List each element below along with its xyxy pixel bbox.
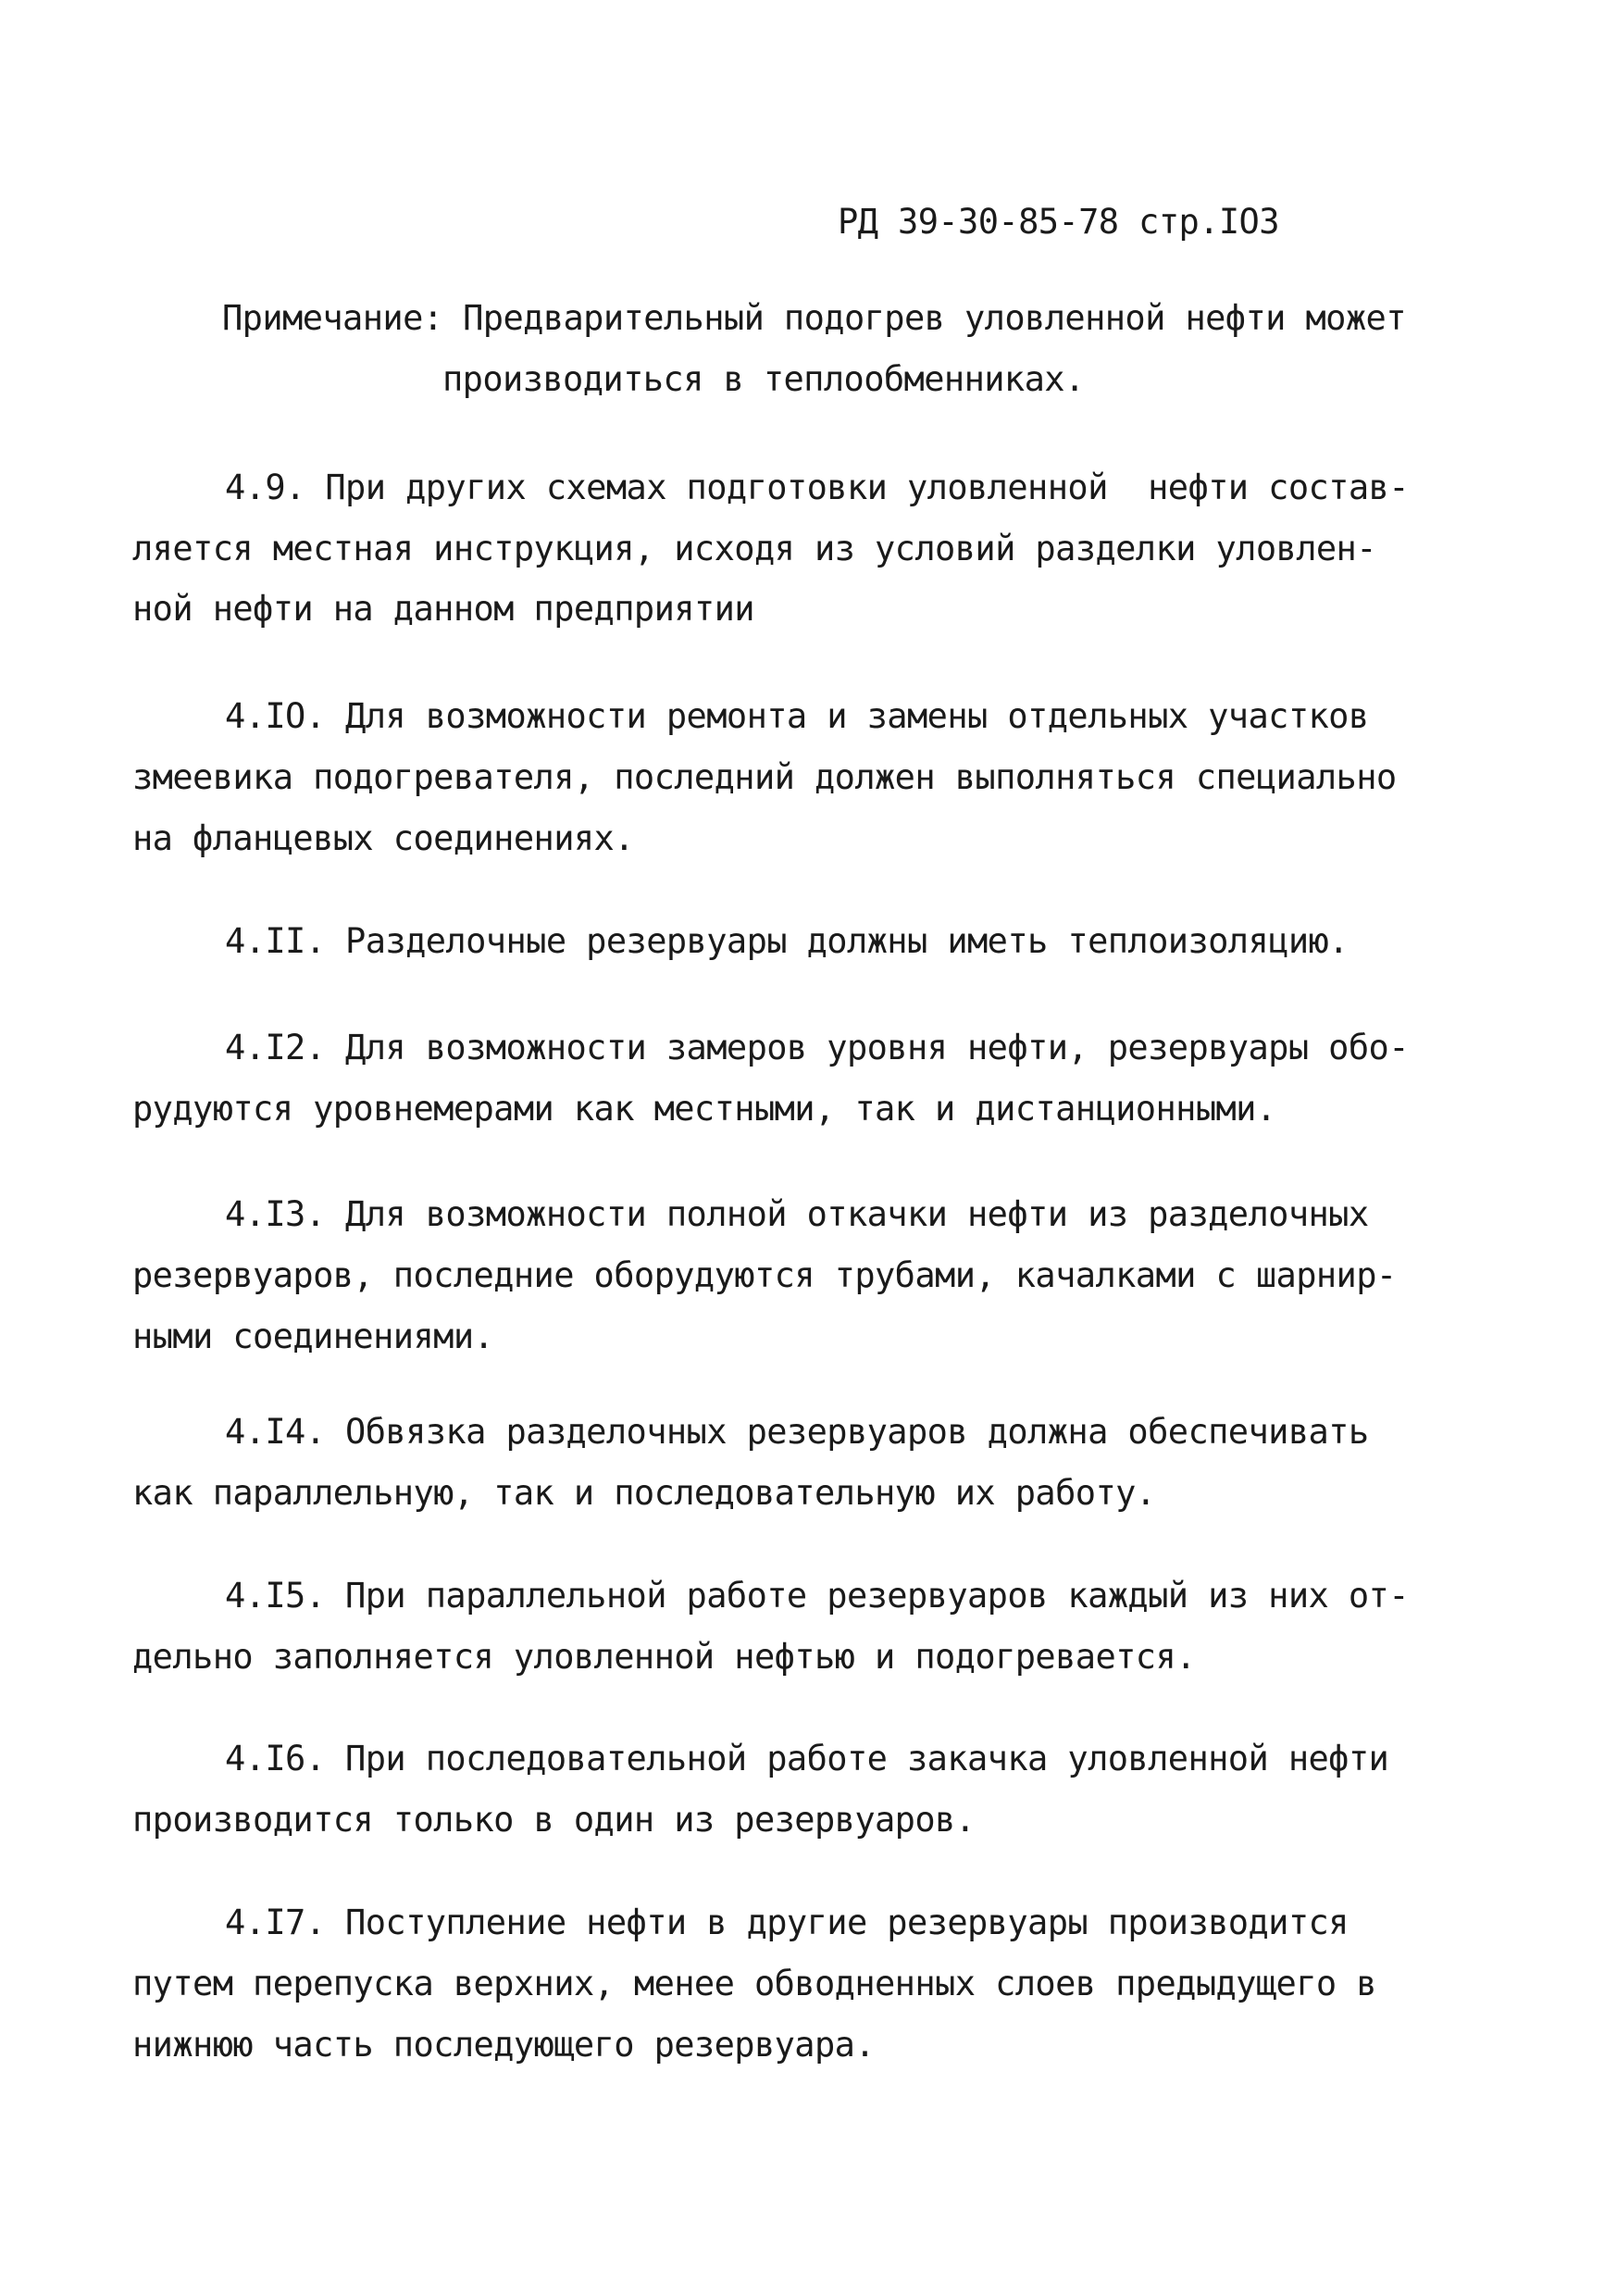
paragraph-4-14-line-2: как параллельную, так и последовательную их работу.: [132, 1473, 1156, 1513]
paragraph-4-12-line-2: рудуются уровнемерами как местными, так и дистанционными.: [132, 1089, 1276, 1129]
paragraph-4-15-line-1: 4.I5. При параллельной работе резервуаров каждый из них от-: [225, 1576, 1409, 1616]
paragraph-4-10-line-2: змеевика подогревателя, последний должен выполняться специально: [132, 757, 1397, 797]
page-header-reference: РД 39-30-85-78 стр.IO3: [838, 202, 1279, 242]
paragraph-4-10-line-1: 4.IO. Для возможности ремонта и замены отдельных участков: [225, 696, 1369, 736]
paragraph-4-14-line-1: 4.I4. Обвязка разделочных резервуаров должна обеспечивать: [225, 1412, 1369, 1452]
paragraph-4-17-line-2: путем перепуска верхних, менее обводненных слоев предыдущего в: [132, 1964, 1376, 2003]
paragraph-4-9-line-2: ляется местная инструкция, исходя из условий разделки уловлен-: [132, 529, 1376, 568]
paragraph-4-9-line-1: 4.9. При других схемах подготовки уловленной нефти состав-: [225, 468, 1409, 507]
paragraph-4-11-line-1: 4.II. Разделочные резервуары должны иметь теплоизоляцию.: [225, 921, 1349, 961]
paragraph-4-9-line-3: ной нефти на данном предприятии: [132, 589, 754, 629]
note-line-2: производиться в теплообменниках.: [442, 359, 1085, 399]
paragraph-4-10-line-3: на фланцевых соединениях.: [132, 818, 634, 858]
paragraph-4-17-line-3: нижнюю часть последующего резервуара.: [132, 2025, 876, 2065]
paragraph-4-16-line-2: производится только в один из резервуаров.: [132, 1800, 976, 1840]
paragraph-4-13-line-3: ными соединениями.: [132, 1316, 494, 1356]
paragraph-4-13-line-1: 4.I3. Для возможности полной откачки нефти из разделочных: [225, 1194, 1369, 1234]
paragraph-4-12-line-1: 4.I2. Для возможности замеров уровня нефти, резервуары обо-: [225, 1028, 1409, 1067]
paragraph-4-15-line-2: дельно заполняется уловленной нефтью и подогревается.: [132, 1637, 1196, 1677]
paragraph-4-17-line-1: 4.I7. Поступление нефти в другие резервуары производится: [225, 1903, 1349, 1942]
paragraph-4-13-line-2: резервуаров, последние оборудуются трубами, качалками с шарнир-: [132, 1255, 1397, 1295]
note-line-1: Примечание: Предварительный подогрев уловленной нефти может: [222, 298, 1406, 338]
paragraph-4-16-line-1: 4.I6. При последовательной работе закачка уловленной нефти: [225, 1739, 1389, 1778]
